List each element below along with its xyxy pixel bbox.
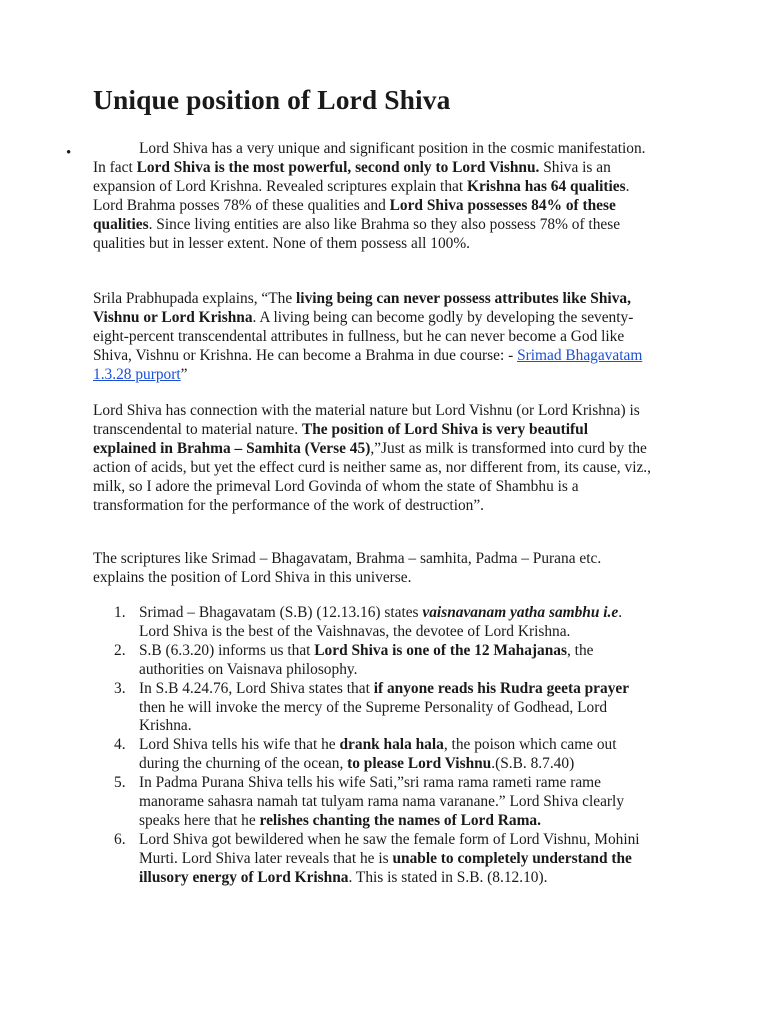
list-bold-italic: vaisnavanam yatha sambhu i.e [422, 604, 619, 621]
list-item [93, 680, 653, 737]
list-bold: unable to completely understand the illusory energy of Lord Krishna [139, 849, 632, 886]
list-text: Lord Shiva got bewildered when he saw the female form of Lord Vishnu, Mohini Murti. Lord Shiva later reveals that he is [139, 830, 640, 867]
list-text: S.B (6.3.20) informs us that [139, 641, 315, 659]
bhagavatam-purport-link[interactable]: Srimad Bhagavatam 1.3.28 purport [93, 346, 643, 383]
intro-text: Lord Shiva has a very unique and significant position in the cosmic manifestation. In fact [93, 140, 646, 176]
list-number: 3. [114, 679, 126, 697]
prabhupada-text: Srila Prabhupada explains, “The [93, 290, 297, 307]
prabhupada-text: ” [180, 365, 188, 383]
list-item [93, 736, 653, 774]
list-text: , the poison which came out during the churning of the ocean, [139, 736, 617, 773]
intro-text: . Lord Brahma posses 78% of these qualities and [93, 177, 630, 214]
intro-text: Shiva is an expansion of Lord Krishna. Revealed scriptures explain that [93, 158, 611, 195]
list-bold: Lord Shiva is one of the 12 Mahajanas [314, 641, 567, 659]
list-text: In Padma Purana Shiva tells his wife Sati,”sri rama rama rameti rame rame manorame sahasra namah tat tulyam rama nama varanane.” Lord Shiva clearly speaks here that he [139, 774, 625, 829]
list-text: Lord Shiva tells his wife that he [139, 736, 340, 754]
list-number: 1. [114, 604, 126, 621]
intro-text: . Since living entities are also like Brahma so they also possess 78% of these qualities but in lesser extent. None of them possess all 100%. [93, 215, 621, 252]
brahma-samhita-paragraph [93, 402, 653, 515]
samhita-text: Lord Shiva has connection with the material nature but Lord Vishnu (or Lord Krishna) is transcendental to material nature. [93, 402, 640, 438]
intro-bold-64-qualities: Krishna has 64 qualities [466, 177, 626, 195]
page-title: Unique position of Lord Shiva [93, 84, 451, 115]
prabhupada-bold-quote: living being can never possess attributes like Shiva, Vishnu or Lord Krishna [93, 290, 631, 326]
list-number: 5. [114, 774, 126, 792]
list-text: . This is stated in S.B. (8.12.10). [348, 868, 548, 886]
prabhupada-text: . A living being can become godly by developing the seventy-eight-percent transcendental attributes in fullness, but he can never become a God like Shiva, Vishnu or Krishna. He can become a Brahma in due course: - [93, 308, 634, 364]
list-bold: relishes chanting the names of Lord Rama. [259, 811, 541, 829]
samhita-text: ,”Just as milk is transformed into curd by the action of acids, but yet the effect curd is neither same as, nor different from, its cause, viz., milk, so I adore the primeval Lord Govinda of whom the state of Shambhu is a transformation for the performance of the work of destruction”. [93, 439, 652, 514]
samhita-bold-position: The position of Lord Shiva is very beautiful explained in Brahma – Samhita (Verse 45) [93, 420, 589, 457]
list-text: Srimad – Bhagavatam (S.B) (12.13.16) states [139, 604, 423, 621]
list-number: 2. [114, 641, 126, 659]
list-item [93, 642, 653, 680]
list-text: , the authorities on Vaisnava philosophy. [139, 641, 594, 678]
references-list [93, 604, 653, 888]
intro-bold-powerful: Lord Shiva is the most powerful, second only to Lord Vishnu. [136, 158, 540, 176]
list-item [93, 831, 653, 888]
list-bold: drank hala hala [339, 736, 444, 754]
list-number: 6. [114, 830, 126, 848]
intro-bold-84-percent: Lord Shiva possesses 84% of these qualities [93, 196, 616, 233]
list-number: 4. [114, 736, 126, 754]
list-text: .(S.B. 8.7.40) [491, 755, 575, 773]
list-text: then he will invoke the mercy of the Supreme Personality of Godhead, Lord Krishna. [139, 698, 608, 735]
list-item [93, 774, 653, 831]
list-text: In S.B 4.24.76, Lord Shiva states that [139, 679, 374, 697]
list-item [93, 604, 653, 642]
list-text: . Lord Shiva is the best of the Vaishnavas, the devotee of Lord Krishna. [139, 604, 623, 640]
list-bold: if anyone reads his Rudra geeta prayer [373, 679, 630, 697]
prabhupada-paragraph [93, 290, 653, 385]
intro-paragraph [93, 140, 653, 253]
bullet-icon: • [66, 145, 72, 161]
scriptures-paragraph: The scriptures like Srimad – Bhagavatam, Brahma – samhita, Padma – Purana etc. explains the position of Lord Shiva in this universe. [93, 550, 602, 586]
list-bold: to please Lord Vishnu [347, 755, 492, 773]
